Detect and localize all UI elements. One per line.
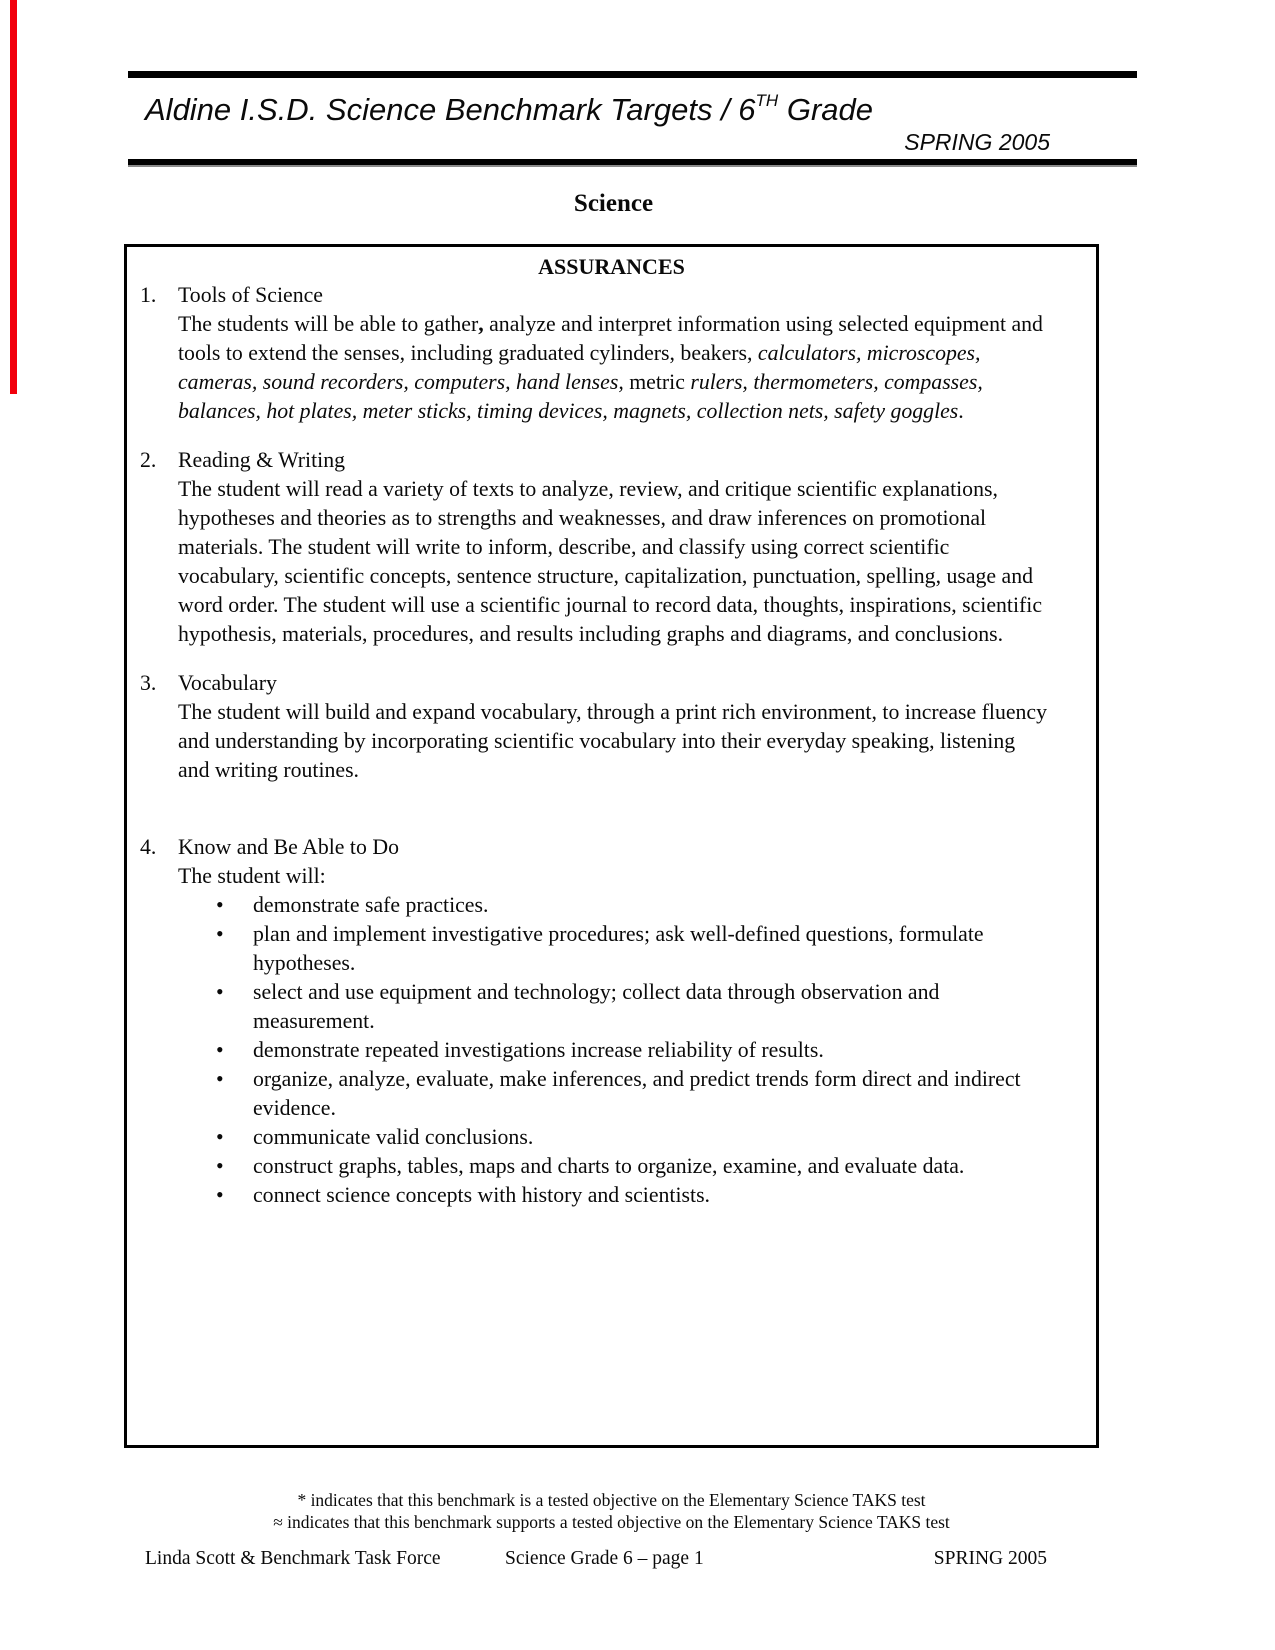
bullet-item: • demonstrate safe practices.	[216, 891, 1066, 920]
assurance-item-1-body	[178, 310, 1052, 426]
title-tail-text: Grade	[778, 92, 873, 127]
assurance-item-3	[127, 669, 1096, 785]
text-segment: rulers, thermometers, compasses, balances, hot plates, meter sticks, timing devices, magnets, collection nets, safety goggles	[178, 370, 983, 423]
assurance-item-3-heading-row	[127, 669, 1096, 698]
footer-author: Linda Scott & Benchmark Task Force	[145, 1548, 441, 1569]
item-number: 4.	[140, 835, 157, 859]
assurance-item-4-bullet-list	[127, 891, 1066, 1210]
document-title	[128, 84, 1137, 127]
header-rule-bottom	[128, 159, 1137, 167]
footnote-approx: ≈ indicates that this benchmark supports a tested objective on the Elementary Science TAKS test	[273, 1512, 950, 1532]
bullet-item: • organize, analyze, evaluate, make inferences, and predict trends form direct and indirect evidence.	[216, 1065, 1066, 1123]
item-heading: Vocabulary	[178, 671, 277, 695]
assurance-item-4-intro: The student will:	[178, 864, 326, 888]
title-superscript: TH	[755, 91, 779, 110]
title-main-text: Aldine I.S.D. Science Benchmark Targets / 6	[145, 92, 756, 127]
text-segment: ,	[478, 312, 484, 336]
assurance-item-4	[127, 833, 1096, 1210]
item-number: 2.	[140, 448, 157, 472]
assurance-item-1	[127, 281, 1096, 426]
bullet-item: • construct graphs, tables, maps and charts to organize, examine, and evaluate data.	[216, 1152, 1066, 1181]
footnotes	[124, 1489, 1099, 1533]
assurance-item-1-heading-row	[127, 281, 1096, 310]
bullet-item: • connect science concepts with history and scientists.	[216, 1181, 1066, 1210]
text-segment: The students will be able to gather	[178, 312, 479, 336]
footer-page-number: Science Grade 6 – page 1	[505, 1548, 704, 1569]
item-number: 1.	[140, 283, 157, 307]
text-segment: analyze and interpret information using selected equipment and tools to extend the senses, including graduated cylinders, beakers,	[178, 312, 1043, 365]
item-heading: Know and Be Able to Do	[178, 835, 399, 859]
bullet-item: • demonstrate repeated investigations increase reliability of results.	[216, 1036, 1066, 1065]
assurance-item-3-body: The student will build and expand vocabulary, through a print rich environment, to increase fluency and understanding by incorporating scientific vocabulary into their everyday speaking, listening and writing routines.	[178, 700, 1047, 782]
footer-season: SPRING 2005	[933, 1548, 1047, 1569]
subject-heading: Science	[573, 190, 654, 217]
item-heading: Reading & Writing	[178, 448, 346, 472]
item-number: 3.	[140, 671, 157, 695]
bullet-item: • select and use equipment and technology; collect data through observation and measurement.	[216, 978, 1066, 1036]
text-segment: .	[958, 399, 964, 423]
assurance-item-2	[127, 446, 1096, 649]
text-segment: metric	[623, 370, 691, 394]
document-header	[128, 71, 1137, 167]
assurance-item-4-heading-row	[127, 833, 1096, 862]
item-heading: Tools of Science	[178, 283, 323, 307]
scan-artifact-red-line	[10, 0, 17, 394]
header-season-label: SPRING 2005	[904, 129, 1050, 155]
assurances-box-title: ASSURANCES	[538, 254, 685, 279]
bullet-item: • plan and implement investigative procedures; ask well-defined questions, formulate hypotheses.	[216, 920, 1066, 978]
header-rule-top	[128, 71, 1137, 78]
footnote-asterisk: * indicates that this benchmark is a tested objective on the Elementary Science TAKS test	[297, 1490, 926, 1510]
assurance-item-2-heading-row	[127, 446, 1096, 475]
assurances-box	[124, 244, 1099, 1448]
bullet-item: • communicate valid conclusions.	[216, 1123, 1066, 1152]
text-segment: calculators, microscopes, cameras, sound recorders, computers, hand lenses,	[178, 341, 981, 394]
assurance-item-2-body: The student will read a variety of texts to analyze, review, and critique scientific explanations, hypotheses and theories as to strengths and weaknesses, and draw inferences on promotional materials. The student will write to inform, describe, and classify using correct scientific vocabulary, scientific concepts, sentence structure, capitalization, punctuation, spelling, usage and word order. The student will use a scientific journal to record data, thoughts, inspirations, scientific hypothesis, materials, procedures, and results including graphs and diagrams, and conclusions.	[178, 477, 1042, 646]
